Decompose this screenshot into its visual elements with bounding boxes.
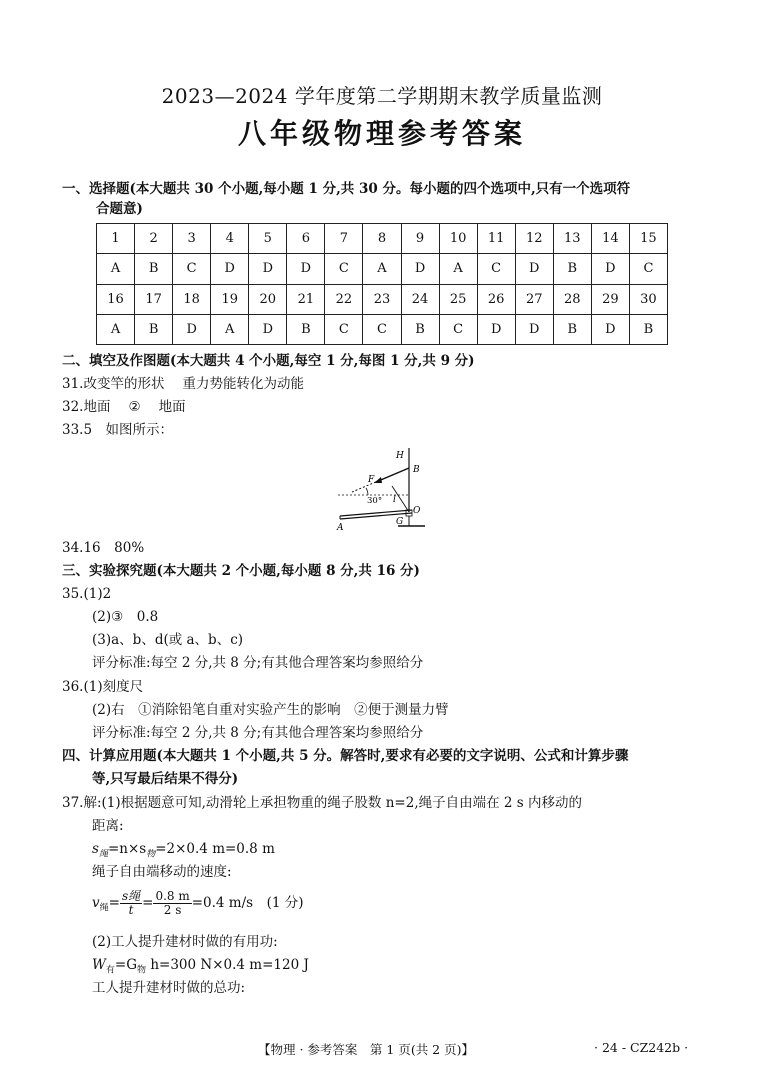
answer-letter-cell: A: [439, 254, 477, 284]
question-number-cell: 30: [629, 284, 667, 314]
equation-speed: $v_绳=$ $\frac{\text{s绳}}{t}$ = $\frac{0.8 m}{2 s}$ =0.4 m/s (1 分): [92, 889, 304, 917]
q36-part1: 36.(1)刻度尺: [62, 679, 144, 695]
answer-letter-cell: A: [363, 254, 401, 284]
answer-letter-cell: B: [135, 314, 173, 344]
question-number-cell: 21: [287, 284, 325, 314]
answer-table-row: [97, 284, 668, 314]
answer-letter-cell: D: [249, 254, 287, 284]
question-number-cell: 17: [135, 284, 173, 314]
exam-title: 2023—2024 学年度第二学期期末教学质量监测: [161, 84, 603, 108]
answer-letter-cell: C: [439, 314, 477, 344]
q33-answer: 33.5 如图所示：: [62, 422, 174, 438]
question-number-cell: 3: [173, 224, 211, 254]
answer-letter-cell: D: [477, 314, 515, 344]
answer-letter-cell: B: [553, 254, 591, 284]
q35-part3: (3)a、b、d(或 a、b、c): [92, 632, 244, 648]
q35-part2: (2)③ 0.8: [92, 609, 159, 625]
question-number-cell: 12: [515, 224, 553, 254]
section1-heading-cont: 合题意): [96, 201, 143, 217]
question-number-cell: 15: [629, 224, 667, 254]
section1-heading: 一、选择题(本大题共 30 个小题,每小题 1 分,共 30 分。每小题的四个选项中,只有一个选项符: [62, 181, 631, 197]
footer-page-info: 【物理 · 参考答案 第 1 页(共 2 页)】: [258, 1042, 474, 1057]
question-number-cell: 19: [211, 284, 249, 314]
label-B: B: [413, 465, 420, 475]
question-number-cell: 24: [401, 284, 439, 314]
question-number-cell: 18: [173, 284, 211, 314]
section4-heading: 四、计算应用题(本大题共 1 个小题,共 5 分。解答时,要求有必要的文字说明、公式和计算步骤: [62, 748, 629, 764]
answer-letter-cell: D: [249, 314, 287, 344]
question-number-cell: 10: [439, 224, 477, 254]
q31-part1: 31.改变竿的形状: [62, 376, 165, 392]
answer-letter-cell: C: [325, 314, 363, 344]
q37-total-work-label: 工人提升建材时做的总功:: [92, 980, 246, 996]
question-number-cell: 8: [363, 224, 401, 254]
question-number-cell: 11: [477, 224, 515, 254]
question-number-cell: 6: [287, 224, 325, 254]
question-number-cell: 29: [591, 284, 629, 314]
answer-letter-cell: C: [325, 254, 363, 284]
label-G: G: [396, 517, 404, 527]
answer-letter-cell: B: [135, 254, 173, 284]
answer-letter-cell: A: [97, 254, 135, 284]
question-number-cell: 2: [135, 224, 173, 254]
answer-letter-cell: C: [363, 314, 401, 344]
answer-letter-cell: D: [591, 314, 629, 344]
lever-bar-top: [340, 510, 412, 516]
question-number-cell: 27: [515, 284, 553, 314]
section2-heading: 二、填空及作图题(本大题共 4 个小题,每空 1 分,每图 1 分,共 9 分): [62, 353, 475, 369]
answer-table-row: [97, 224, 668, 254]
answer-letter-cell: A: [97, 314, 135, 344]
question-number-cell: 7: [325, 224, 363, 254]
section4-heading-cont: 等,只写最后结果不得分): [92, 771, 239, 787]
equation-distance: $s_绳=n\times s_物=2\times 0.4$ m=0.8 m: [92, 841, 275, 860]
answer-letter-cell: D: [211, 254, 249, 284]
label-angle: 30°: [367, 496, 383, 506]
q37-useful-work-label: (2)工人提升建材时做的有用功:: [92, 934, 278, 950]
q36-part2: (2)右 ①消除铅笔自重对实验产生的影响 ②便于测量力臂: [92, 702, 449, 718]
question-number-cell: 13: [553, 224, 591, 254]
question-number-cell: 20: [249, 284, 287, 314]
section3-heading: 三、实验探究题(本大题共 2 个小题,每小题 8 分,共 16 分): [62, 563, 420, 579]
q34-answer: 34.16 80%: [62, 540, 145, 556]
label-l: l: [393, 495, 396, 505]
label-H: H: [396, 451, 404, 461]
label-O: O: [413, 506, 421, 516]
q35-scoring: 评分标准:每空 2 分,共 8 分;有其他合理答案均参照给分: [92, 655, 424, 671]
answer-title: 八年级物理参考答案: [237, 117, 526, 150]
answer-letter-cell: B: [629, 314, 667, 344]
question-number-cell: 9: [401, 224, 439, 254]
question-number-cell: 22: [325, 284, 363, 314]
q36-scoring: 评分标准:每空 2 分,共 8 分;有其他合理答案均参照给分: [92, 725, 424, 741]
q37-speed-label: 绳子自由端移动的速度:: [92, 864, 232, 880]
q32-answer: [62, 397, 186, 417]
answer-letter-cell: D: [591, 254, 629, 284]
answer-letter-cell: D: [515, 314, 553, 344]
answer-table-row: [97, 314, 668, 344]
question-number-cell: 16: [97, 284, 135, 314]
answer-letter-cell: B: [287, 314, 325, 344]
answer-letter-cell: C: [477, 254, 515, 284]
answer-letter-cell: B: [553, 314, 591, 344]
answer-letter-cell: D: [287, 254, 325, 284]
equation-useful-work: $W_有=G_物$ h=300 N×0.4 m=120 J: [92, 957, 309, 976]
fraction-s-over-t: $\frac{\text{s绳}}{t}$: [121, 889, 141, 917]
answer-letter-cell: D: [401, 254, 439, 284]
q32-part3: 地面: [158, 399, 186, 415]
q31-answer: [62, 374, 304, 394]
question-number-cell: 28: [553, 284, 591, 314]
q32-part2: ②: [128, 399, 141, 415]
label-F: F: [368, 475, 375, 485]
answer-letter-cell: A: [211, 314, 249, 344]
q32-part1: 32.地面: [62, 399, 111, 415]
answer-table-row: [97, 254, 668, 284]
question-number-cell: 26: [477, 284, 515, 314]
footer-code: · 24 - CZ242b ·: [594, 1040, 689, 1055]
label-A: A: [337, 523, 344, 533]
question-number-cell: 14: [591, 224, 629, 254]
answer-letter-cell: C: [173, 254, 211, 284]
lever-force-diagram: [330, 440, 440, 535]
answer-letter-cell: D: [173, 314, 211, 344]
question-number-cell: 4: [211, 224, 249, 254]
fraction-values: $\frac{0.8 m}{2 s}$: [155, 889, 190, 917]
answer-letter-cell: C: [629, 254, 667, 284]
choice-answer-table: [96, 223, 668, 345]
answer-letter-cell: D: [515, 254, 553, 284]
q37-intro: 37.解:(1)根据题意可知,动滑轮上承担物重的绳子股数 n=2,绳子自由端在 2 s 内移动的: [62, 795, 582, 811]
question-number-cell: 25: [439, 284, 477, 314]
q35-part1: 35.(1)2: [62, 586, 112, 602]
question-number-cell: 5: [249, 224, 287, 254]
answer-letter-cell: B: [401, 314, 439, 344]
question-number-cell: 1: [97, 224, 135, 254]
q37-distance-label: 距离:: [92, 818, 124, 834]
question-number-cell: 23: [363, 284, 401, 314]
q31-part2: 重力势能转化为动能: [182, 376, 304, 392]
